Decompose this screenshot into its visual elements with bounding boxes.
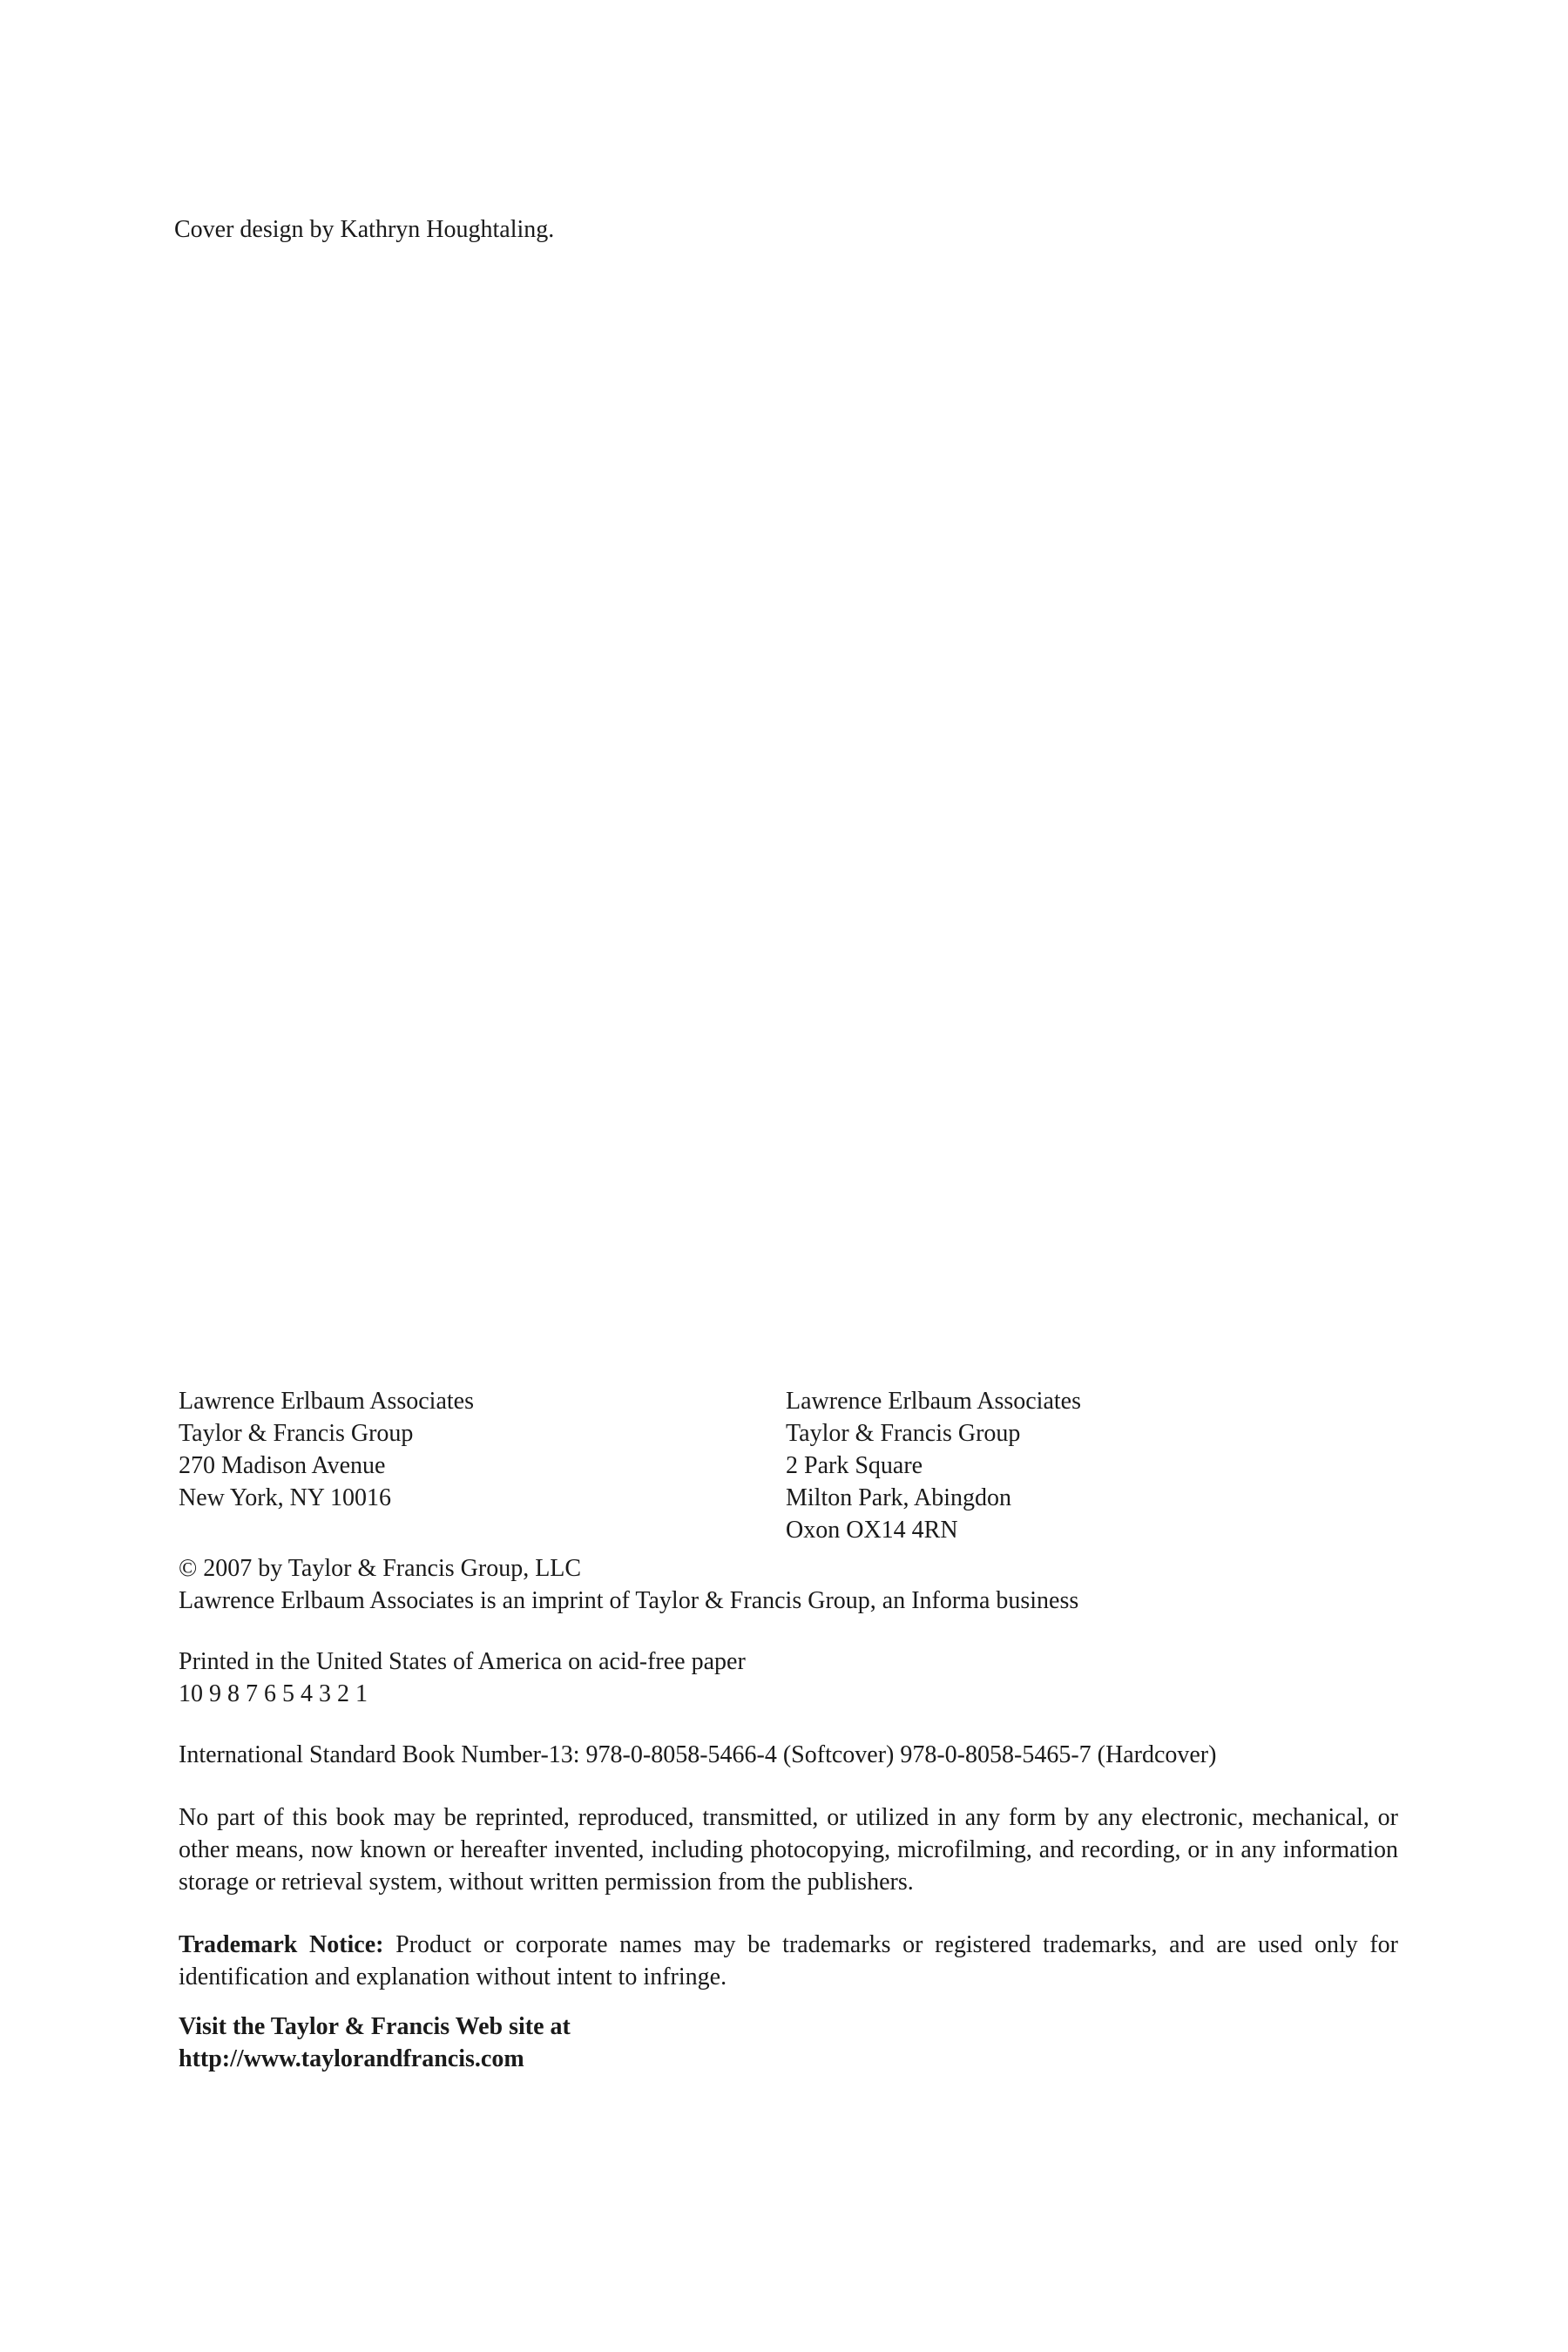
address-line: Taylor & Francis Group [786, 1420, 1021, 1447]
printed-statement: Printed in the United States of America on acid-free paper [179, 1648, 746, 1675]
us-address [179, 1385, 474, 1514]
trademark-label: Trademark Notice: [179, 1931, 384, 1958]
address-line: Milton Park, Abingdon [786, 1484, 1012, 1511]
address-line: 270 Madison Avenue [179, 1452, 386, 1479]
cover-credit: Cover design by Kathryn Houghtaling. [174, 216, 555, 243]
isbn-line: International Standard Book Number-13: 978-0-8058-5466-4 (Softcover) 978-0-8058-5465-7 (Hardcover) [179, 1741, 1217, 1768]
imprint-statement: Lawrence Erlbaum Associates is an imprint of Taylor & Francis Group, an Informa business [179, 1587, 1079, 1614]
address-line: Lawrence Erlbaum Associates [179, 1388, 474, 1415]
website-link[interactable]: http://www.taylorandfrancis.com [179, 2045, 524, 2072]
address-line: 2 Park Square [786, 1452, 923, 1479]
rights-statement: No part of this book may be reprinted, reproduced, transmitted, or utilized in any form by any electronic, mechanical, or other means, now known or hereafter invented, including photocopying, microfilming, and recording, or in any information storage or retrieval system, without written permission from the publishers. [179, 1804, 1398, 1896]
trademark-notice [179, 1929, 1398, 1993]
imprint-section [179, 1385, 1398, 2075]
copyright-line: © 2007 by Taylor & Francis Group, LLC [179, 1555, 582, 1582]
printing-info [179, 1646, 1398, 1710]
address-line: Oxon OX14 4RN [786, 1517, 958, 1544]
address-line: Taylor & Francis Group [179, 1420, 414, 1447]
website-line: Visit the Taylor & Francis Web site at [179, 2013, 571, 2040]
address-line: New York, NY 10016 [179, 1484, 391, 1511]
printing-numbers: 10 9 8 7 6 5 4 3 2 1 [179, 1680, 368, 1707]
uk-address [786, 1385, 1081, 1546]
website-notice [179, 2011, 1398, 2075]
trademark-text: Product or corporate names may be trademarks or registered trademarks, and are used only for identification and explanation without intent to infringe. [179, 1931, 1398, 1990]
publisher-addresses [179, 1385, 1398, 1551]
copyright-notice [179, 1552, 1398, 1617]
address-line: Lawrence Erlbaum Associates [786, 1388, 1081, 1415]
